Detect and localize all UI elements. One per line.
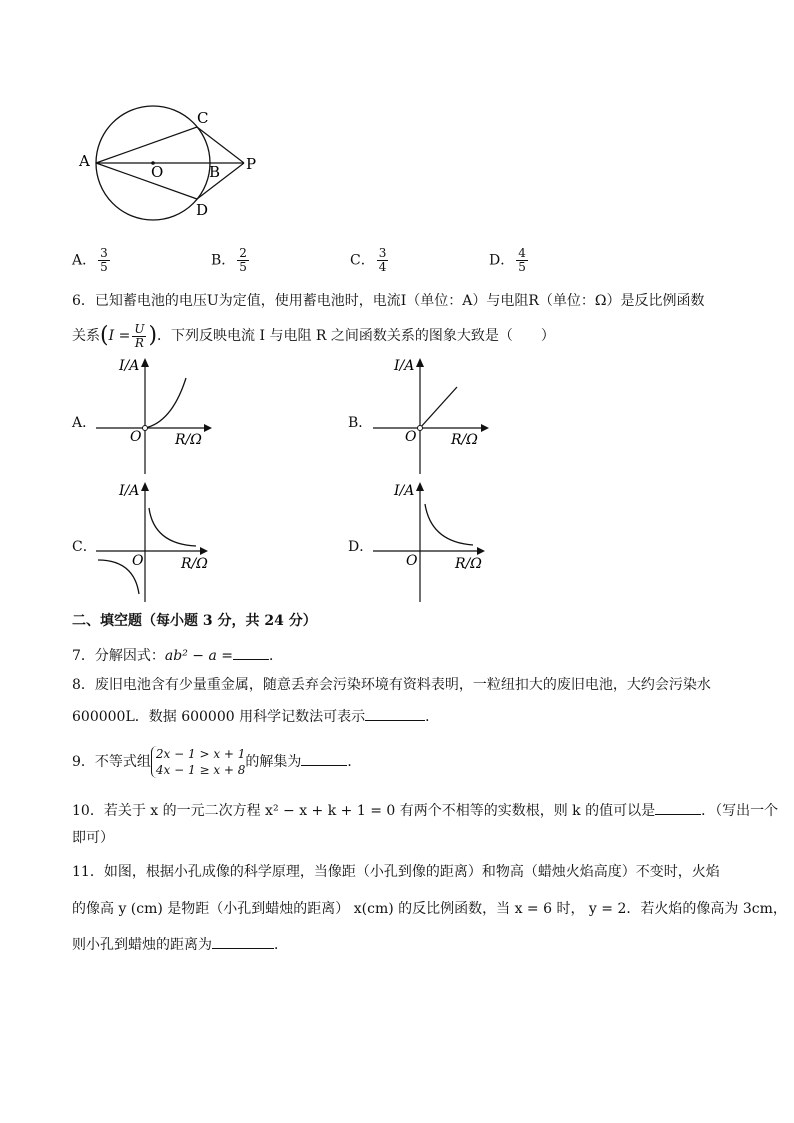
label-D: D — [196, 201, 209, 219]
answer-blank[interactable] — [655, 800, 701, 815]
q8-line2: 600000L．数据 600000 用科学记数法可表示 ． — [72, 706, 439, 727]
label-B: B — [209, 163, 221, 181]
answer-blank[interactable] — [233, 645, 269, 660]
y-axis-label: I/A — [394, 358, 415, 374]
origin-label: O — [405, 429, 417, 445]
graph-a — [92, 352, 222, 477]
q5-option-a: A． $\frac{3}{5}$ — [72, 246, 108, 274]
q6-option-c: C． — [72, 539, 97, 555]
origin-label: O — [406, 553, 418, 569]
x-axis-label: R/Ω — [451, 432, 478, 448]
x-axis-label: R/Ω — [181, 556, 208, 572]
x-axis-label: R/Ω — [455, 556, 482, 572]
q6-line1: 6．已知蓄电池的电压U为定值，使用蓄电池时，电流I（单位：A）与电阻R（单位：Ω）是反比例函数 — [72, 293, 705, 309]
answer-blank[interactable] — [365, 706, 425, 721]
q5-option-c: C． $\frac{3}{4}$ — [350, 246, 387, 274]
q11-line2: 的像高 y (cm) 是物距（小孔到蜡烛的距离） x(cm) 的反比例函数，当 x = 6 时， y = 2．若火焰的像高为 3cm， — [72, 901, 787, 917]
circle-figure — [74, 102, 274, 222]
origin-label: O — [130, 429, 142, 445]
section-title: 二、填空题（每小题 3 分，共 24 分） — [72, 613, 317, 629]
q9: 9．不等式组 2x − 1 > x + 1 4x − 1 ≥ x + 8 的解集为 ． — [72, 747, 362, 777]
q6-option-a: A． — [72, 415, 97, 431]
q10-line1: 10．若关于 x 的一元二次方程 x² − x + k + 1 = 0 有两个不相等的实数根，则 k 的值可以是 ．（写出一个 — [72, 800, 778, 821]
y-axis-label: I/A — [119, 358, 140, 374]
q6-option-d: D． — [348, 539, 374, 555]
label-C: C — [197, 109, 209, 127]
q11-line1: 11．如图，根据小孔成像的科学原理，当像距（小孔到像的距离）和物高（蜡烛火焰高度）不变时，火焰 — [72, 864, 720, 880]
graph-b — [369, 352, 499, 477]
q8-line1: 8．废旧电池含有少量重金属，随意丢弃会污染环境有资料表明，一粒纽扣大的废旧电池，大约会污染水 — [72, 677, 711, 693]
graph-c — [92, 476, 222, 606]
answer-blank[interactable] — [212, 934, 274, 949]
q5-option-b: B． $\frac{2}{5}$ — [211, 246, 247, 274]
origin-label: O — [132, 553, 144, 569]
q6-option-b: B． — [348, 415, 373, 431]
q6-line2: 关系(I = $\frac{U}{R}$ )．下列反映电流 I 与电阻 R 之间函数关系的图象大致是（ ） — [72, 321, 555, 350]
label-A: A — [79, 152, 90, 170]
graph-d — [369, 476, 499, 606]
y-axis-label: I/A — [119, 483, 140, 499]
x-axis-label: R/Ω — [175, 432, 202, 448]
y-axis-label: I/A — [394, 483, 415, 499]
q10-line2: 即可） — [72, 830, 114, 846]
q7: 7．分解因式：ab² − a = ． — [72, 645, 283, 666]
answer-blank[interactable] — [301, 751, 347, 766]
q11-line3: 则小孔到蜡烛的距离为 ． — [72, 934, 288, 955]
q5-option-d: D． $\frac{4}{5}$ — [489, 246, 526, 274]
label-O: O — [151, 163, 164, 181]
label-P: P — [246, 155, 257, 173]
